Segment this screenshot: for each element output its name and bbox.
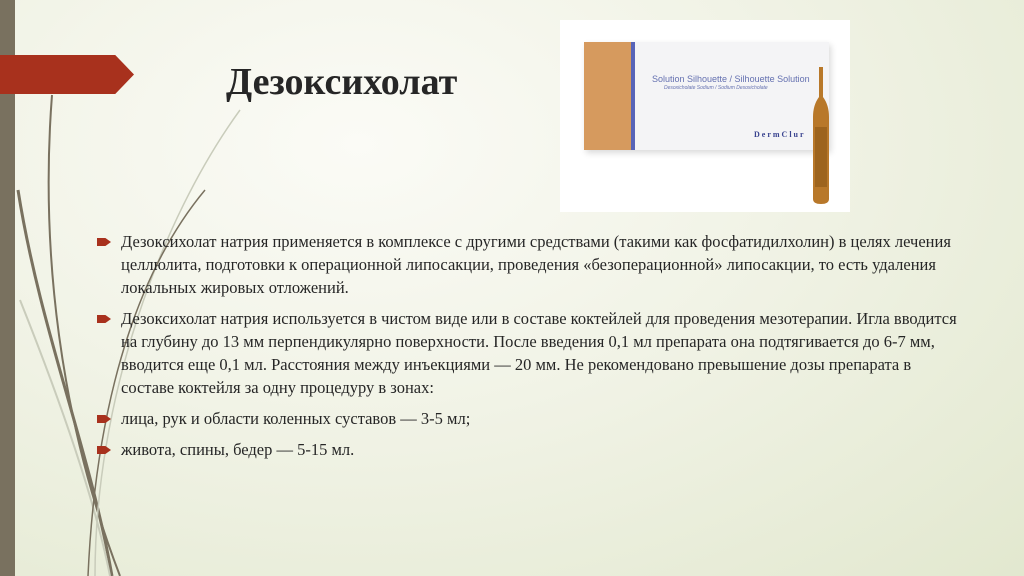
- bullet-list: [97, 230, 957, 469]
- bullet-arrow-icon: [97, 238, 111, 246]
- list-item: [97, 307, 957, 399]
- list-item: [97, 230, 957, 299]
- list-item: [97, 407, 957, 430]
- bullet-text: Дезоксихолат натрия применяется в комплексе с другими средствами (такими как фосфатидилхолин) в целях лечения целлюлита, подготовки к операционной липосакции, проведения «безоперационной» липосакции, то есть удаления локальных жировых отложений.: [121, 232, 951, 297]
- list-item: [97, 438, 957, 461]
- bullet-text: живота, спины, бедер — 5-15 мл.: [121, 440, 355, 459]
- product-box: [584, 42, 829, 150]
- product-name: Solution Silhouette / Silhouette Solution: [652, 74, 810, 84]
- bullet-arrow-icon: [97, 446, 111, 454]
- product-subname: Desoxicholate Sodium / Sodium Desoxicholate: [664, 85, 768, 91]
- bullet-text: Дезоксихолат натрия используется в чистом виде или в составе коктейлей для проведения мезотерапии. Игла вводится на глубину до 13 мм перпендикулярно поверхности. После введения 0,1 мл препарата она подтягивается до 6-7 мм, вводится еще 0,1 мл. Расстояния между инъекциями — 20 мм. Не рекомендовано превышение дозы препарата в составе коктейля за одну процедуру в зонах:: [121, 309, 957, 397]
- brand-logo: DermClur: [754, 130, 806, 139]
- title-arrow-banner: [0, 55, 134, 94]
- product-photo: [560, 20, 850, 212]
- slide-title: Дезоксихолат: [226, 61, 458, 103]
- bullet-arrow-icon: [97, 315, 111, 323]
- bullet-text: лица, рук и области коленных суставов — 3-5 мл;: [121, 409, 471, 428]
- ampoule-image: [810, 67, 832, 204]
- bullet-arrow-icon: [97, 415, 111, 423]
